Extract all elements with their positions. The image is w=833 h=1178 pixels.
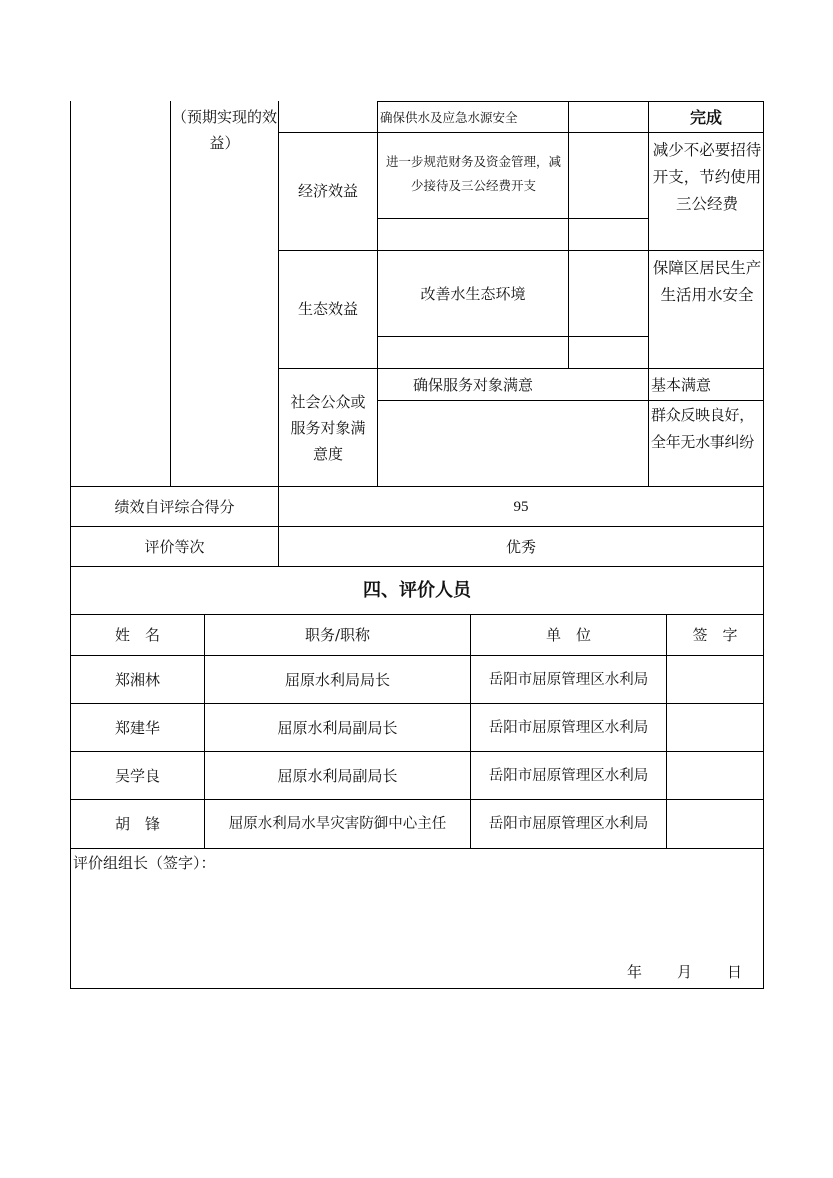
date-day: 日	[727, 963, 743, 981]
benefits-category-label: （预期实现的效益）	[172, 108, 278, 152]
row-unit: 岳阳市屈原管理区水利局	[488, 767, 649, 784]
satisfaction-result-2: 群众反映良好，全年无水事纠纷	[651, 406, 754, 451]
economic-result: 减少不必要招待开支，节约使用三公经费	[652, 141, 762, 213]
row-unit: 岳阳市屈原管理区水利局	[488, 816, 649, 832]
ecological-label: 生态效益	[297, 300, 358, 318]
date-month: 月	[677, 963, 693, 981]
date-year: 年	[627, 963, 643, 981]
rule	[568, 101, 569, 132]
row-name: 郑湘林	[114, 670, 160, 689]
row-unit: 岳阳市屈原管理区水利局	[488, 719, 649, 736]
water-result: 完成	[689, 107, 722, 127]
rule	[377, 400, 764, 401]
row-position: 屈原水利局水旱灾害防御中心主任	[228, 816, 447, 832]
grade-label: 评价等次	[144, 537, 205, 556]
rule	[648, 101, 649, 486]
rule	[377, 336, 649, 337]
leader-signature-label: 评价组组长（签字）：	[73, 854, 216, 872]
economic-indicator: 进一步规范财务及资金管理，减少接待及三公经费开支	[385, 154, 561, 193]
rule	[763, 101, 764, 988]
row-unit: 岳阳市屈原管理区水利局	[488, 671, 649, 688]
row-name: 郑建华	[114, 718, 160, 737]
water-indicator: 确保供水及应急水源安全	[380, 109, 518, 125]
rule	[70, 988, 764, 989]
header-sign: 签 字	[692, 626, 738, 644]
grade-value: 优秀	[505, 537, 536, 556]
header-name: 姓 名	[114, 626, 160, 644]
header-position: 职务/职称	[304, 626, 371, 644]
section-title: 四、评价人员	[363, 579, 471, 601]
rule	[70, 848, 764, 849]
satisfaction-label: 社会公众或服务对象满意度	[290, 393, 366, 463]
row-position: 屈原水利局副局长	[277, 718, 398, 737]
score-label: 绩效自评综合得分	[114, 497, 235, 516]
rule	[170, 101, 171, 486]
economic-label: 经济效益	[297, 182, 358, 200]
row-position: 屈原水利局局长	[284, 670, 390, 689]
header-unit: 单 位	[545, 626, 591, 644]
row-name: 胡 锋	[114, 815, 160, 833]
satisfaction-indicator: 确保服务对象满意	[412, 375, 533, 394]
satisfaction-result-1: 基本满意	[651, 375, 712, 394]
row-position: 屈原水利局副局长	[277, 766, 398, 785]
row-name: 吴学良	[114, 766, 160, 785]
ecological-result: 保障区居民生产生活用水安全	[652, 259, 762, 304]
ecological-indicator: 改善水生态环境	[420, 284, 526, 303]
rule	[377, 218, 649, 219]
rule	[377, 101, 764, 102]
rule	[568, 132, 569, 368]
score-value: 95	[513, 498, 529, 515]
